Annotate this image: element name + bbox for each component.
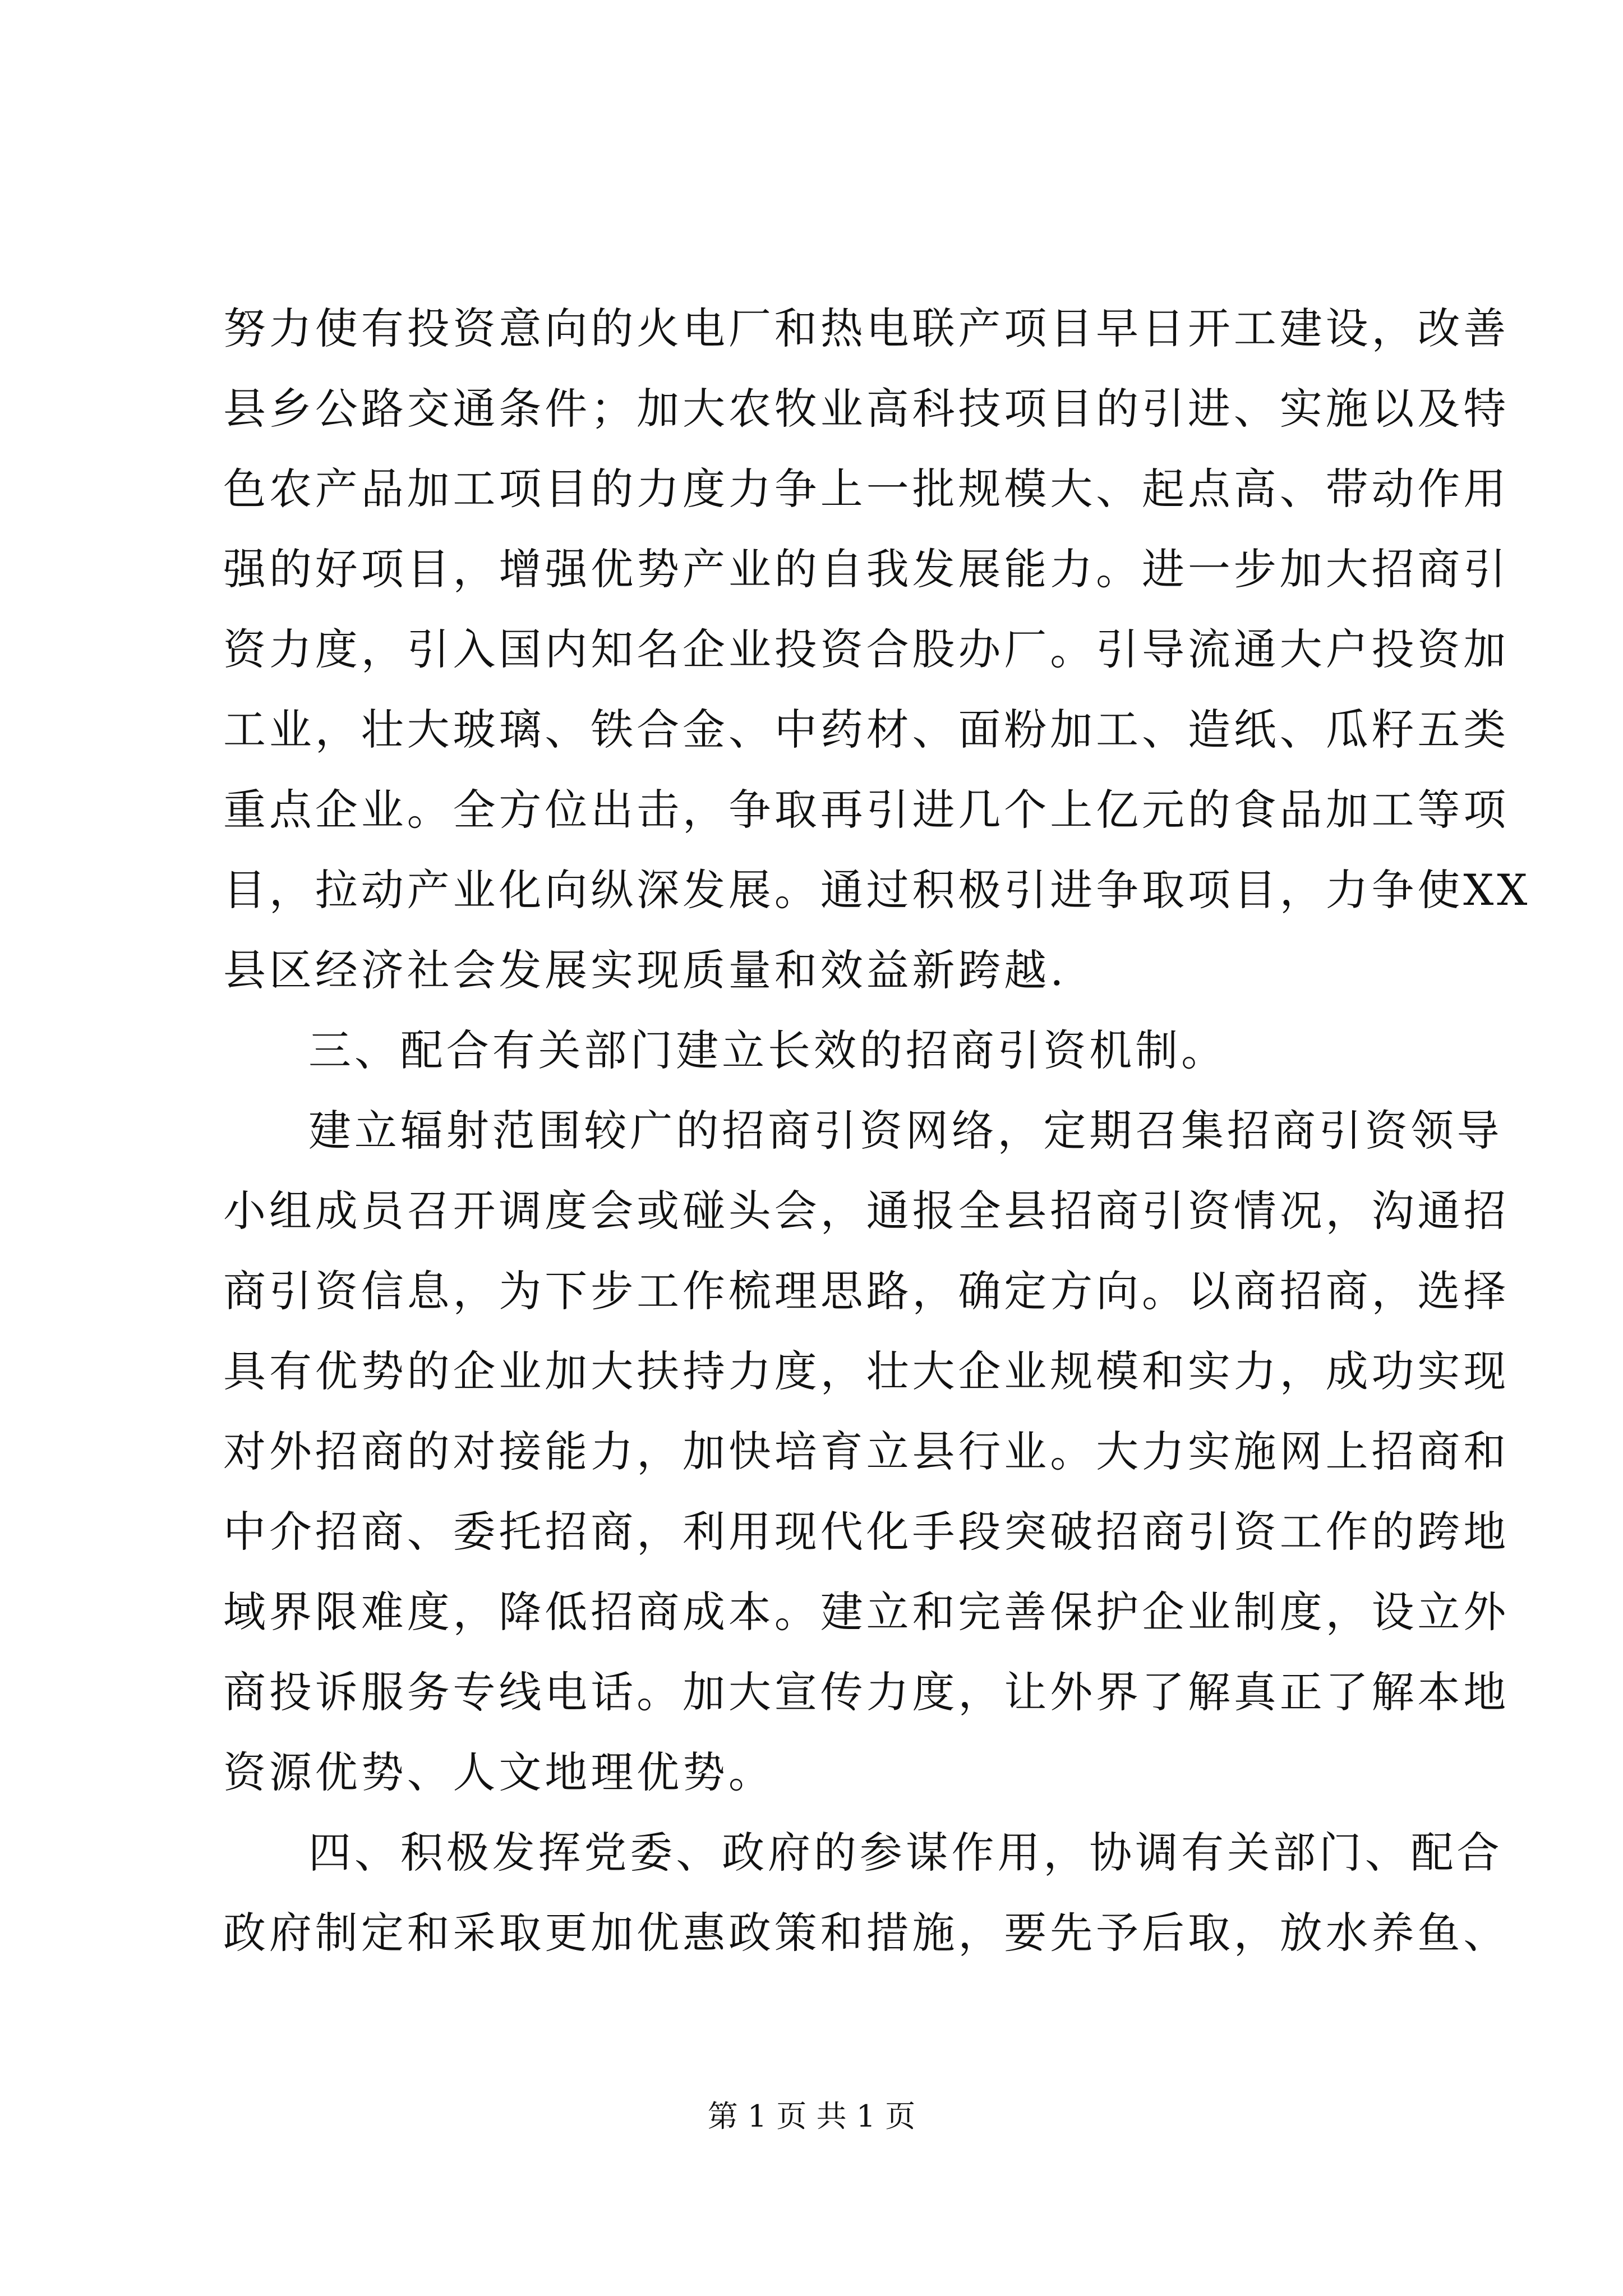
section-heading: 四、积极发挥党委、政府的参谋作用，协调有关部门、配合	[308, 1828, 1503, 1878]
text-line: 资源优势、人文地理优势。	[223, 1747, 774, 1797]
text-line: 具有优势的企业加大扶持力度，壮大企业规模和实力，成功实现	[223, 1346, 1510, 1396]
text-line: 县区经济社会发展实现质量和效益新跨越.	[223, 945, 1067, 995]
text-line: 工业，壮大玻璃、铁合金、中药材、面粉加工、造纸、瓜籽五类	[223, 705, 1510, 754]
text-line: 资力度，引入国内知名企业投资合股办厂。引导流通大户投资加	[223, 624, 1510, 674]
text-line: 商投诉服务专线电话。加大宣传力度，让外界了解真正了解本地	[223, 1667, 1510, 1717]
section-heading: 三、配合有关部门建立长效的招商引资机制。	[308, 1025, 1227, 1075]
text-line: 色农产品加工项目的力度力争上一批规模大、起点高、带动作用	[223, 464, 1510, 514]
text-line: 目，拉动产业化向纵深发展。通过积极引进争取项目，力争使XX	[223, 865, 1531, 915]
text-line: 政府制定和采取更加优惠政策和措施，要先予后取，放水养鱼、	[223, 1908, 1510, 1958]
text-line: 努力使有投资意向的火电厂和热电联产项目早日开工建设，改善	[223, 303, 1510, 353]
text-line: 强的好项目，增强优势产业的自我发展能力。进一步加大招商引	[223, 544, 1510, 594]
text-line: 对外招商的对接能力，加快培育立县行业。大力实施网上招商和	[223, 1427, 1510, 1476]
text-line: 小组成员召开调度会或碰头会，通报全县招商引资情况，沟通招	[223, 1186, 1510, 1236]
page-footer: 第 1 页 共 1 页	[707, 2099, 916, 2134]
text-line: 县乡公路交通条件；加大农牧业高科技项目的引进、实施以及特	[223, 384, 1510, 434]
text-line: 中介招商、委托招商，利用现代化手段突破招商引资工作的跨地	[223, 1507, 1510, 1557]
text-line: 商引资信息，为下步工作梳理思路，确定方向。以商招商，选择	[223, 1266, 1510, 1316]
text-line: 重点企业。全方位出击，争取再引进几个上亿元的食品加工等项	[223, 785, 1510, 835]
text-line: 域界限难度，降低招商成本。建立和完善保护企业制度，设立外	[223, 1587, 1510, 1637]
text-line: 建立辐射范围较广的招商引资网络，定期召集招商引资领导	[308, 1106, 1503, 1156]
